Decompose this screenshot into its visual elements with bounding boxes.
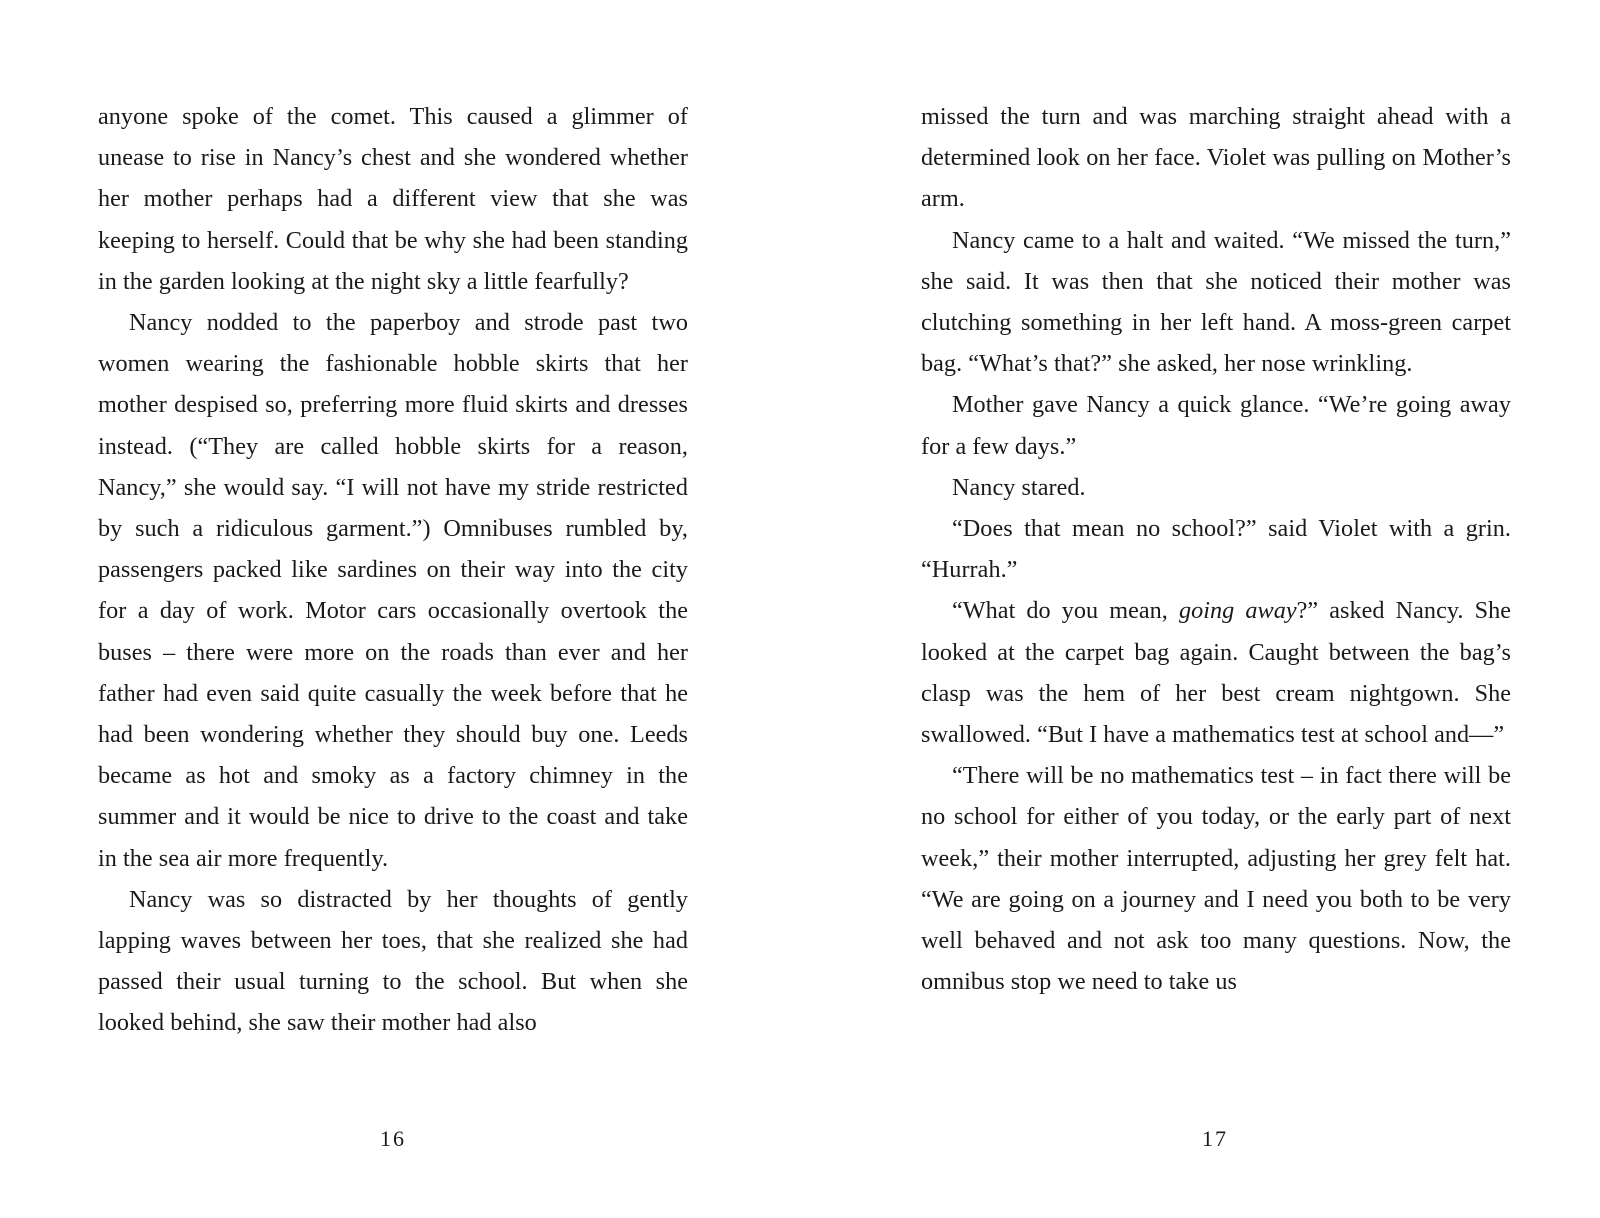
paragraph: “Does that mean no school?” said Violet with a grin. “Hurrah.” [921, 515, 1511, 584]
text-run: “What do you mean, [952, 597, 1179, 625]
page-number-left: 16 [380, 1126, 406, 1151]
paragraph: Nancy was so distracted by her thoughts of gently lapping waves between her toes, that she realized she had passed their usual turning to the school. But when she looked behind, she saw their mother had also [98, 885, 688, 1037]
right-page-text [921, 96, 1511, 1002]
left-page-text [98, 96, 688, 1044]
paragraph [921, 590, 1511, 755]
italic-text: going away [1178, 597, 1297, 625]
paragraph: missed the turn and was marching straight ahead with a determined look on her face. Violet was pulling on Mother’s arm. [921, 103, 1511, 213]
page-number-right: 17 [1202, 1126, 1228, 1151]
paragraph: “There will be no mathematics test – in fact there will be no school for either of you today, or the early part of next week,” their mother interrupted, adjusting her grey felt hat. “We are going on a journey and I need you both to be very well behaved and not ask too many questions. Now, the omnibus stop we need to take us [921, 762, 1511, 996]
paragraph: Nancy stared. [952, 473, 1086, 501]
paragraph: anyone spoke of the comet. This caused a glimmer of unease to rise in Nancy’s chest and she wondered whether her mother perhaps had a different view that she was keeping to herself. Could that be why she had been standing in the garden looking at the night sky a little fearfully? [98, 103, 688, 295]
right-page [921, 96, 1511, 1002]
paragraph: Nancy nodded to the paperboy and strode past two women wearing the fashionable hobble skirts that her mother despised so, preferring more fluid skirts and dresses instead. (“They are called hobble skirts for a reason, Nancy,” she would say. “I will not have my stride restricted by such a ridiculous garment.”) Omnibuses rumbled by, passengers packed like sardines on their way into the city for a day of work. Motor cars occasionally overtook the buses – there were more on the roads than ever and her father had even said quite casually the week before that he had been wondering whether they should buy one. Leeds became as hot and smoky as a factory chimney in the summer and it would be nice to drive to the coast and take in the sea air more frequently. [98, 309, 688, 872]
left-page [98, 96, 688, 1044]
text-run: ?” asked Nancy. She looked at the carpet bag again. Caught between the bag’s clasp was the hem of her best cream nightgown. She swallowed. “But I have a mathematics test at school and—” [921, 597, 1511, 749]
paragraph: Nancy came to a halt and waited. “We missed the turn,” she said. It was then that she noticed their mother was clutching something in her left hand. A moss-green carpet bag. “What’s that?” she asked, her nose wrinkling. [921, 226, 1511, 378]
paragraph: Mother gave Nancy a quick glance. “We’re going away for a few days.” [921, 391, 1511, 460]
